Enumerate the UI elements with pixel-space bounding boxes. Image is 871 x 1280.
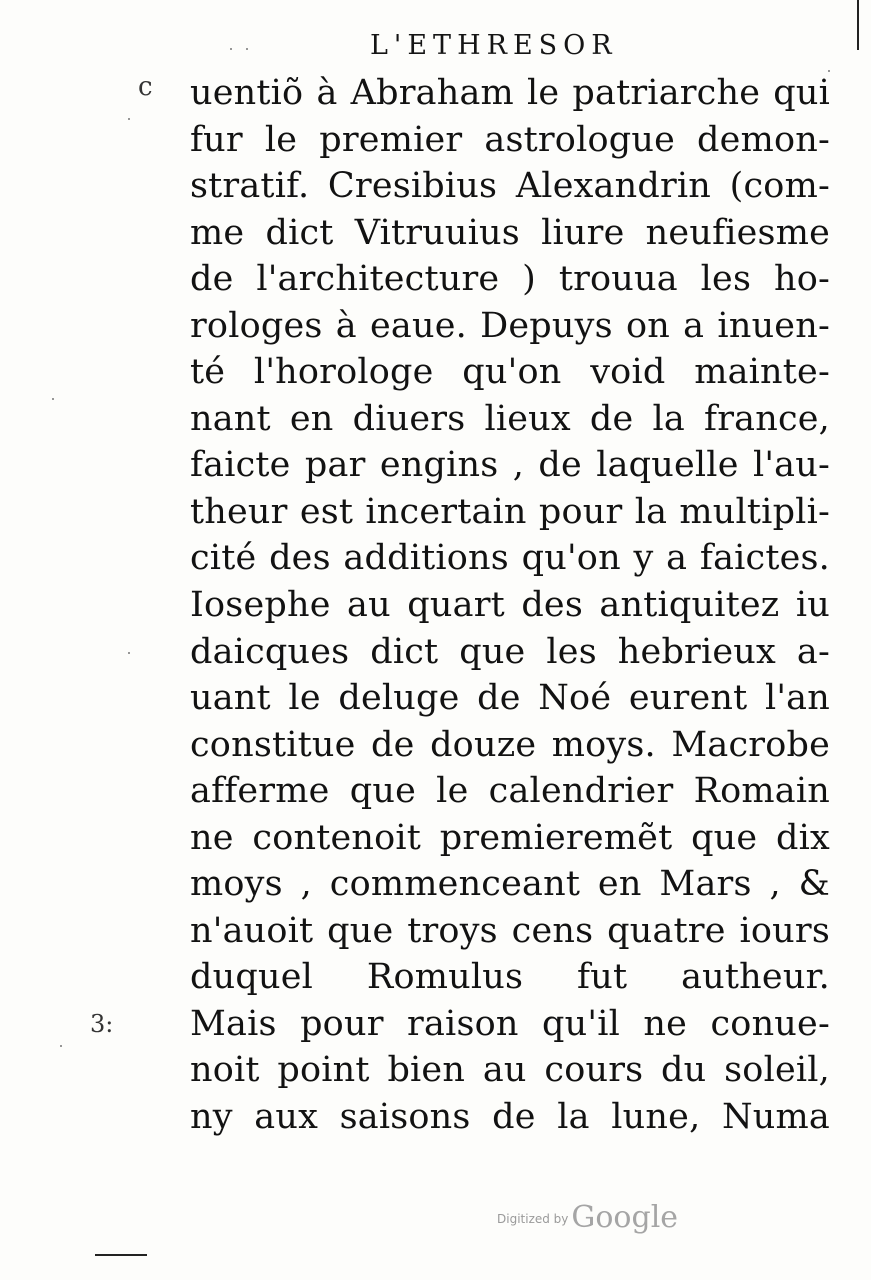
text-line: cité des additions qu'on y a faictes. xyxy=(190,538,830,579)
text-line: de l'architecture ) trouua les ho- xyxy=(190,259,830,300)
text-line: afferme que le calendrier Romain xyxy=(190,771,830,812)
text-line: Mais pour raison qu'il ne conue- xyxy=(190,1003,830,1044)
text-line: fur le premier astrologue demon- xyxy=(190,119,830,160)
text-line: té l'horologe qu'on void mainte- xyxy=(190,352,830,393)
scan-speck xyxy=(128,118,130,120)
margin-mark-bottom: 3: xyxy=(90,1010,114,1038)
scan-speck xyxy=(128,652,130,654)
text-line: daicques dict que les hebrieux a- xyxy=(190,631,830,672)
page-edge-line xyxy=(95,1254,147,1256)
text-line: duquel Romulus fut autheur. xyxy=(190,957,830,998)
running-head: L'ETHRESOR xyxy=(370,30,618,61)
text-line: faicte par engins , de laquelle l'au- xyxy=(190,445,830,486)
text-line: rologes à eaue. Depuys on a inuen- xyxy=(190,305,830,346)
digitized-watermark xyxy=(497,1200,678,1235)
text-line: moys , commenceant en Mars , & xyxy=(190,864,830,905)
text-line: noit point bien au cours du soleil, xyxy=(190,1050,830,1091)
text-line: me dict Vitruuius liure neufiesme xyxy=(190,212,830,253)
scan-speck xyxy=(230,48,232,50)
text-line: uant le deluge de Noé eurent l'an xyxy=(190,678,830,719)
watermark-brand: Google xyxy=(571,1200,679,1235)
text-line: nant en diuers lieux de la france, xyxy=(190,398,830,439)
watermark-prefix: Digitized by xyxy=(497,1212,569,1226)
scan-speck xyxy=(52,398,54,400)
text-line: ne contenoit premieremẽt que dix xyxy=(190,817,830,858)
scan-speck xyxy=(246,48,248,50)
text-line: Iosephe au quart des antiquitez iu xyxy=(190,585,830,626)
body-text xyxy=(190,70,830,1141)
margin-mark-top: c xyxy=(138,72,153,102)
text-line: n'auoit que troys cens quatre iours xyxy=(190,910,830,951)
text-line: uentiõ à Abraham le patriarche qui xyxy=(190,73,830,113)
text-line: constitue de douze moys. Macrobe xyxy=(190,724,830,765)
text-line: ny aux saisons de la lune, Numa xyxy=(190,1097,830,1138)
scan-speck xyxy=(828,70,830,72)
text-line: stratif. Cresibius Alexandrin (com- xyxy=(190,166,830,207)
text-line: theur est incertain pour la multipli- xyxy=(190,491,830,532)
scan-speck xyxy=(60,1045,62,1047)
page-edge-line xyxy=(857,0,859,50)
